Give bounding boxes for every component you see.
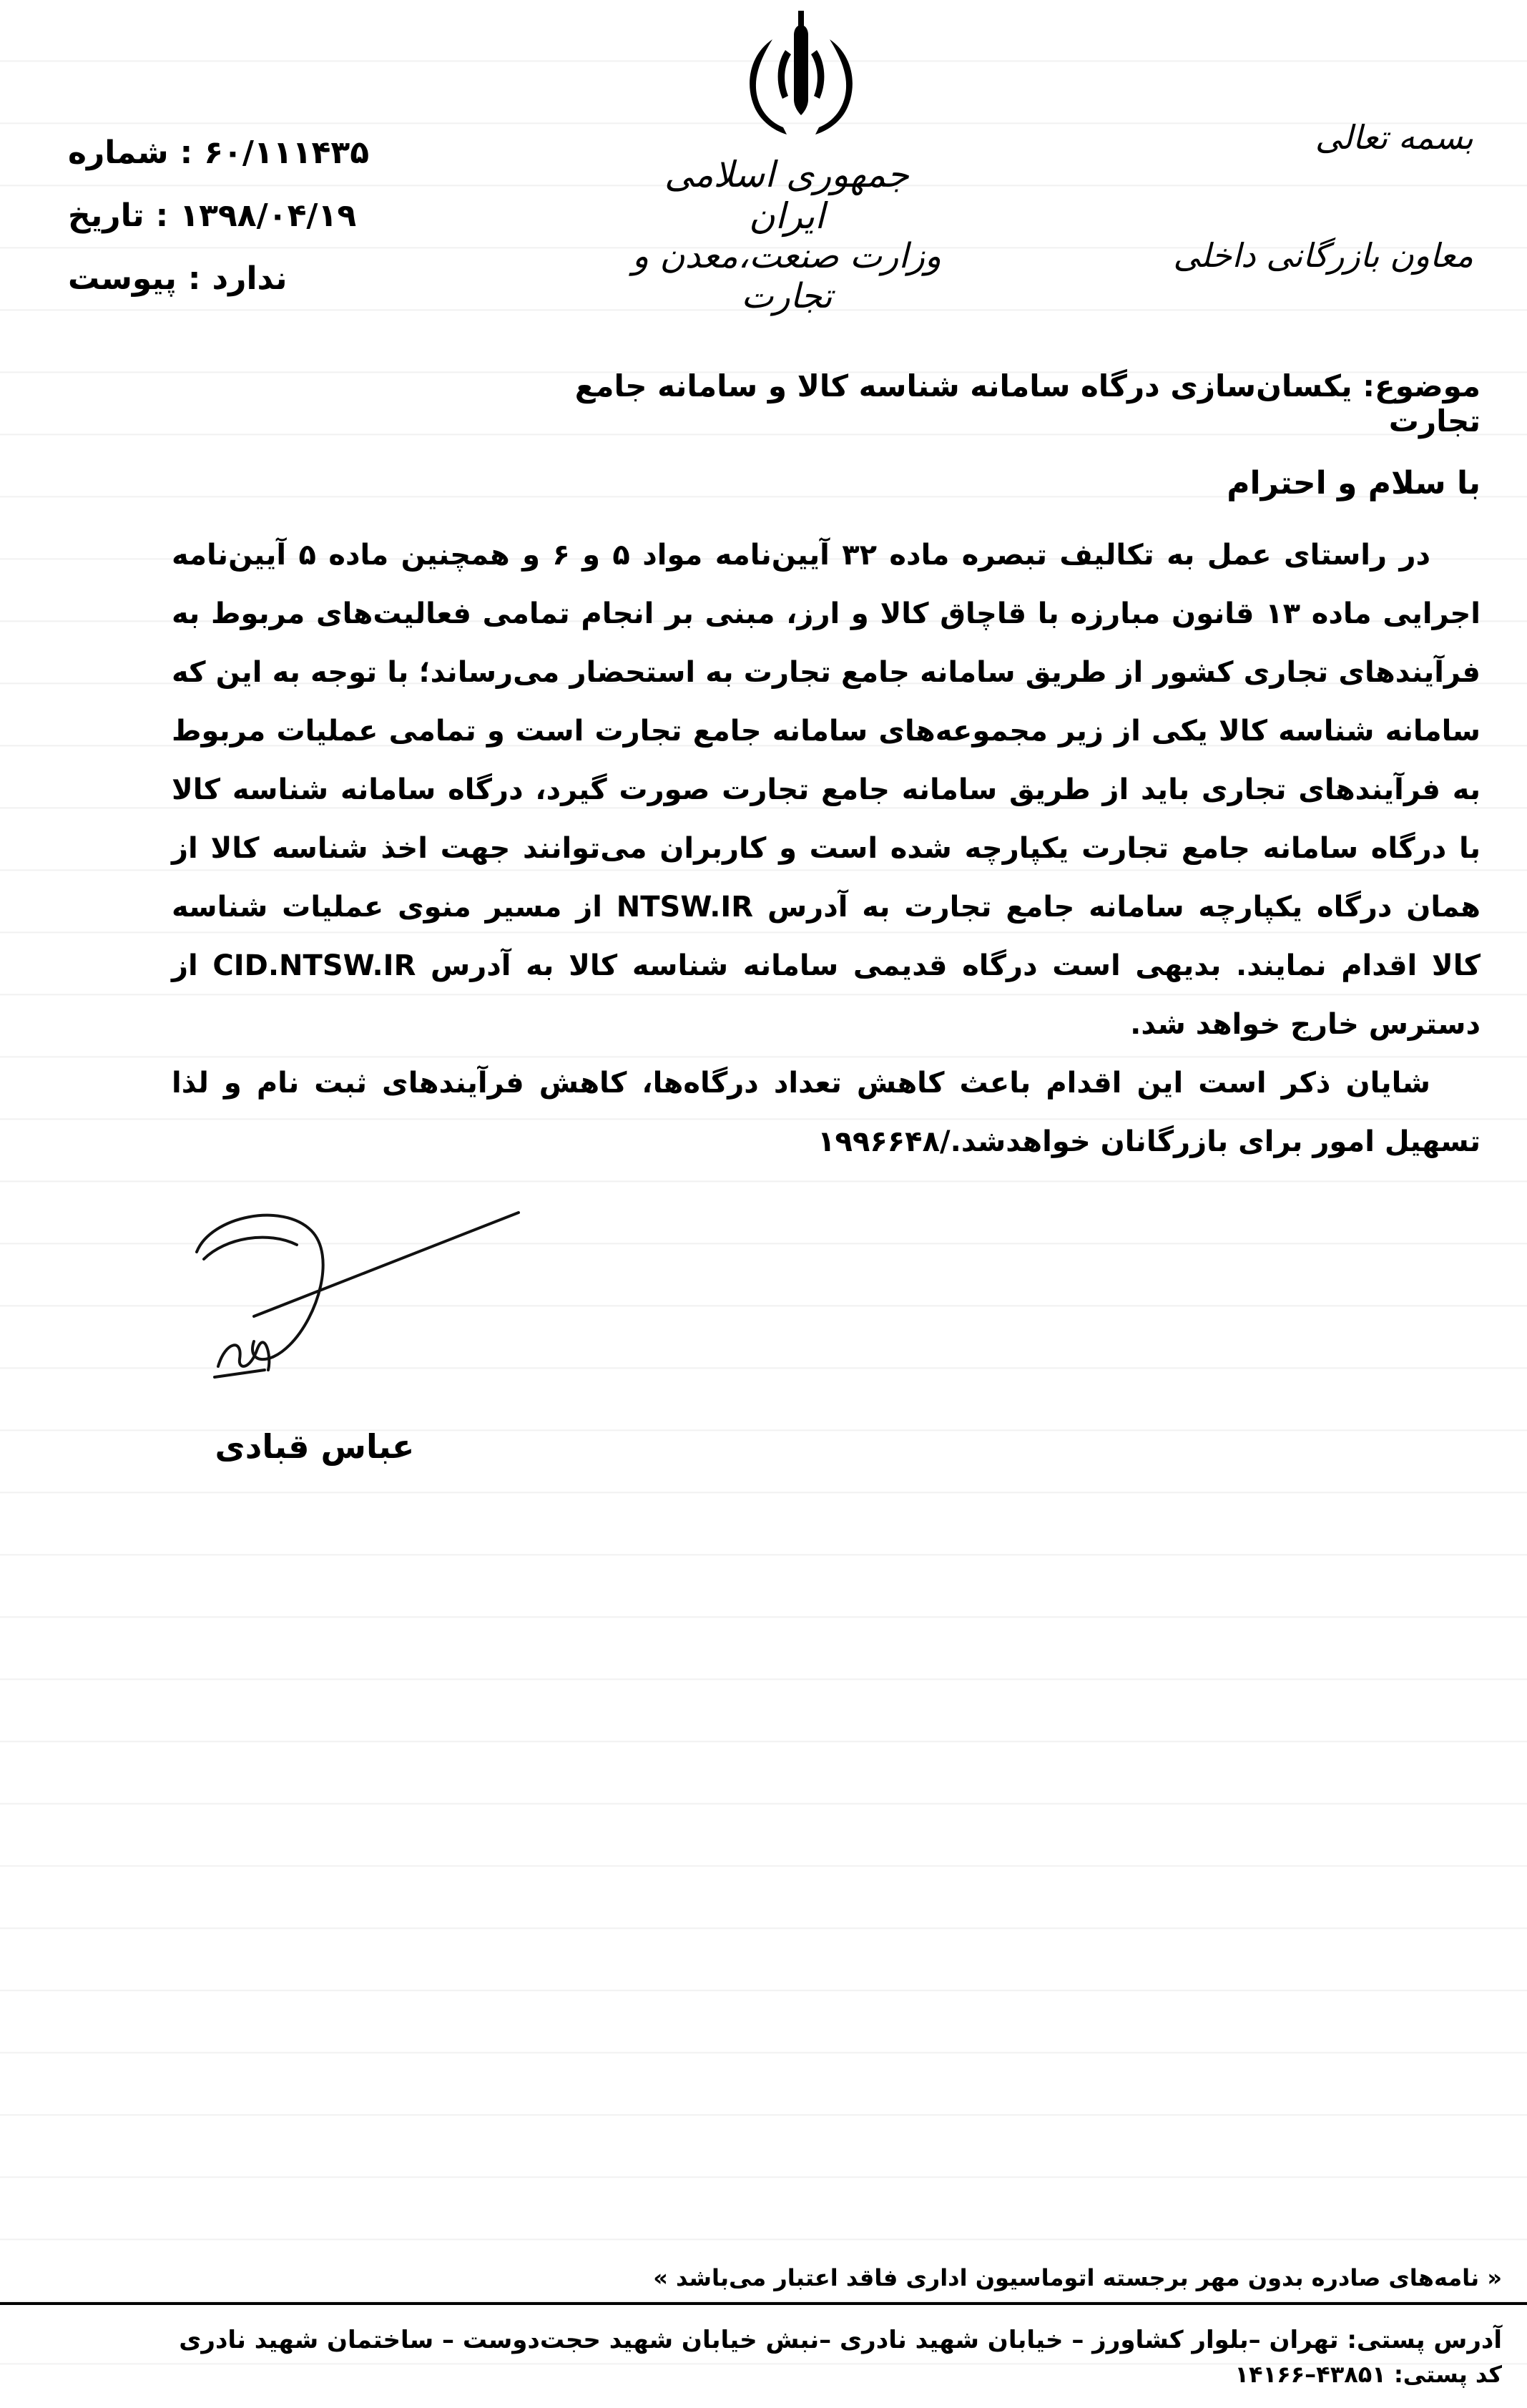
- signer-name: عباس قبادی: [215, 1427, 415, 1466]
- emblem-logo: [722, 11, 880, 154]
- attachment-row: [68, 248, 368, 310]
- ministry-name: وزارت صنعت،معدن و تجارت: [632, 236, 942, 316]
- validity-notice: « نامه‌های صادره بدون مهر برجسته اتوماسیون اداری فاقد اعتبار می‌باشد »: [653, 2264, 1502, 2291]
- bismillah: بسمه تعالی: [1315, 118, 1473, 157]
- handwritten-signature: [182, 1188, 540, 1402]
- number-separator: :: [180, 134, 193, 171]
- date-separator: :: [155, 197, 169, 234]
- attachment-value: ندارد: [212, 260, 288, 297]
- postal-address: آدرس پستی: تهران –بلوار کشاورز – خیابان شهید نادری –نبش خیابان شهید حجت‌دوست – ساختمان شهید نادری: [179, 2326, 1502, 2354]
- number-row: [68, 122, 368, 185]
- attachment-separator: :: [187, 260, 201, 297]
- url-ntsw: NTSW.IR: [616, 891, 754, 924]
- date-value: ۱۳۹۸/۰۴/۱۹: [180, 197, 357, 234]
- body-paragraph-1-part-c: از دسترس خارج خواهد شد.: [172, 949, 1481, 1041]
- number-value: ۶۰/۱۱۱۴۳۵: [204, 134, 370, 171]
- reference-block: [68, 122, 368, 310]
- number-label: شماره: [68, 134, 169, 171]
- date-row: [68, 185, 368, 248]
- body-paragraph-2: شایان ذکر است این اقدام باعث کاهش تعداد درگاه‌ها، کاهش فرآیندهای ثبت نام و لذا تسهیل امور برای بازرگانان خواهدشد./۱۹۹۶۶۴۸: [172, 1067, 1481, 1158]
- body-paragraph-1-part-a: در راستای عمل به تکالیف تبصره ماده ۳۲ آیین‌نامه مواد ۵ و ۶ و همچنین ماده ۵ آیین‌نامه اجرایی ماده ۱۳ قانون مبارزه با قاچاق کالا و ارز، مبنی بر انجام تمامی فعالیت‌های مربوط به فرآیندهای تجاری کشور از طریق سامانه جامع تجارت به استحضار می‌رساند؛ با توجه به این که سامانه شناسه کالا یکی از زیر مجموعه‌های سامانه جامع تجارت است و تمامی عملیات مربوط به فرآیندهای تجاری باید از طریق سامانه جامع تجارت صورت گیرد، درگاه سامانه شناسه کالا با درگاه سامانه جامع تجارت یکپارچه شده است و کاربران می‌توانند جهت اخذ شناسه کالا از همان درگاه یکپارچه سامانه جامع تجارت به آدرس: [172, 539, 1481, 924]
- country-name: جمهوری اسلامی ایران: [664, 154, 909, 237]
- date-label: تاریخ: [68, 197, 144, 234]
- letter-body: [172, 526, 1481, 1171]
- body-paragraph-1-part-b: از مسیر منوی عملیات شناسه کالا اقدام نمایند. بدیهی است درگاه قدیمی سامانه شناسه کالا به آدرس: [172, 891, 1481, 982]
- letter-subject: موضوع: یکسان‌سازی درگاه سامانه شناسه کالا و سامانه جامع تجارت: [574, 368, 1481, 439]
- letter-greeting: با سلام و احترام: [1227, 465, 1481, 501]
- body-paragraph-1: [172, 526, 1481, 1054]
- footer-divider: [0, 2302, 1527, 2305]
- deputy-office: معاون بازرگانی داخلی: [1173, 236, 1473, 275]
- attachment-label: پیوست: [68, 260, 177, 297]
- postal-code: کد پستی: ۴۳۸۵۱–۱۴۱۶۶: [1234, 2361, 1502, 2388]
- url-cid-ntsw: CID.NTSW.IR: [212, 949, 416, 982]
